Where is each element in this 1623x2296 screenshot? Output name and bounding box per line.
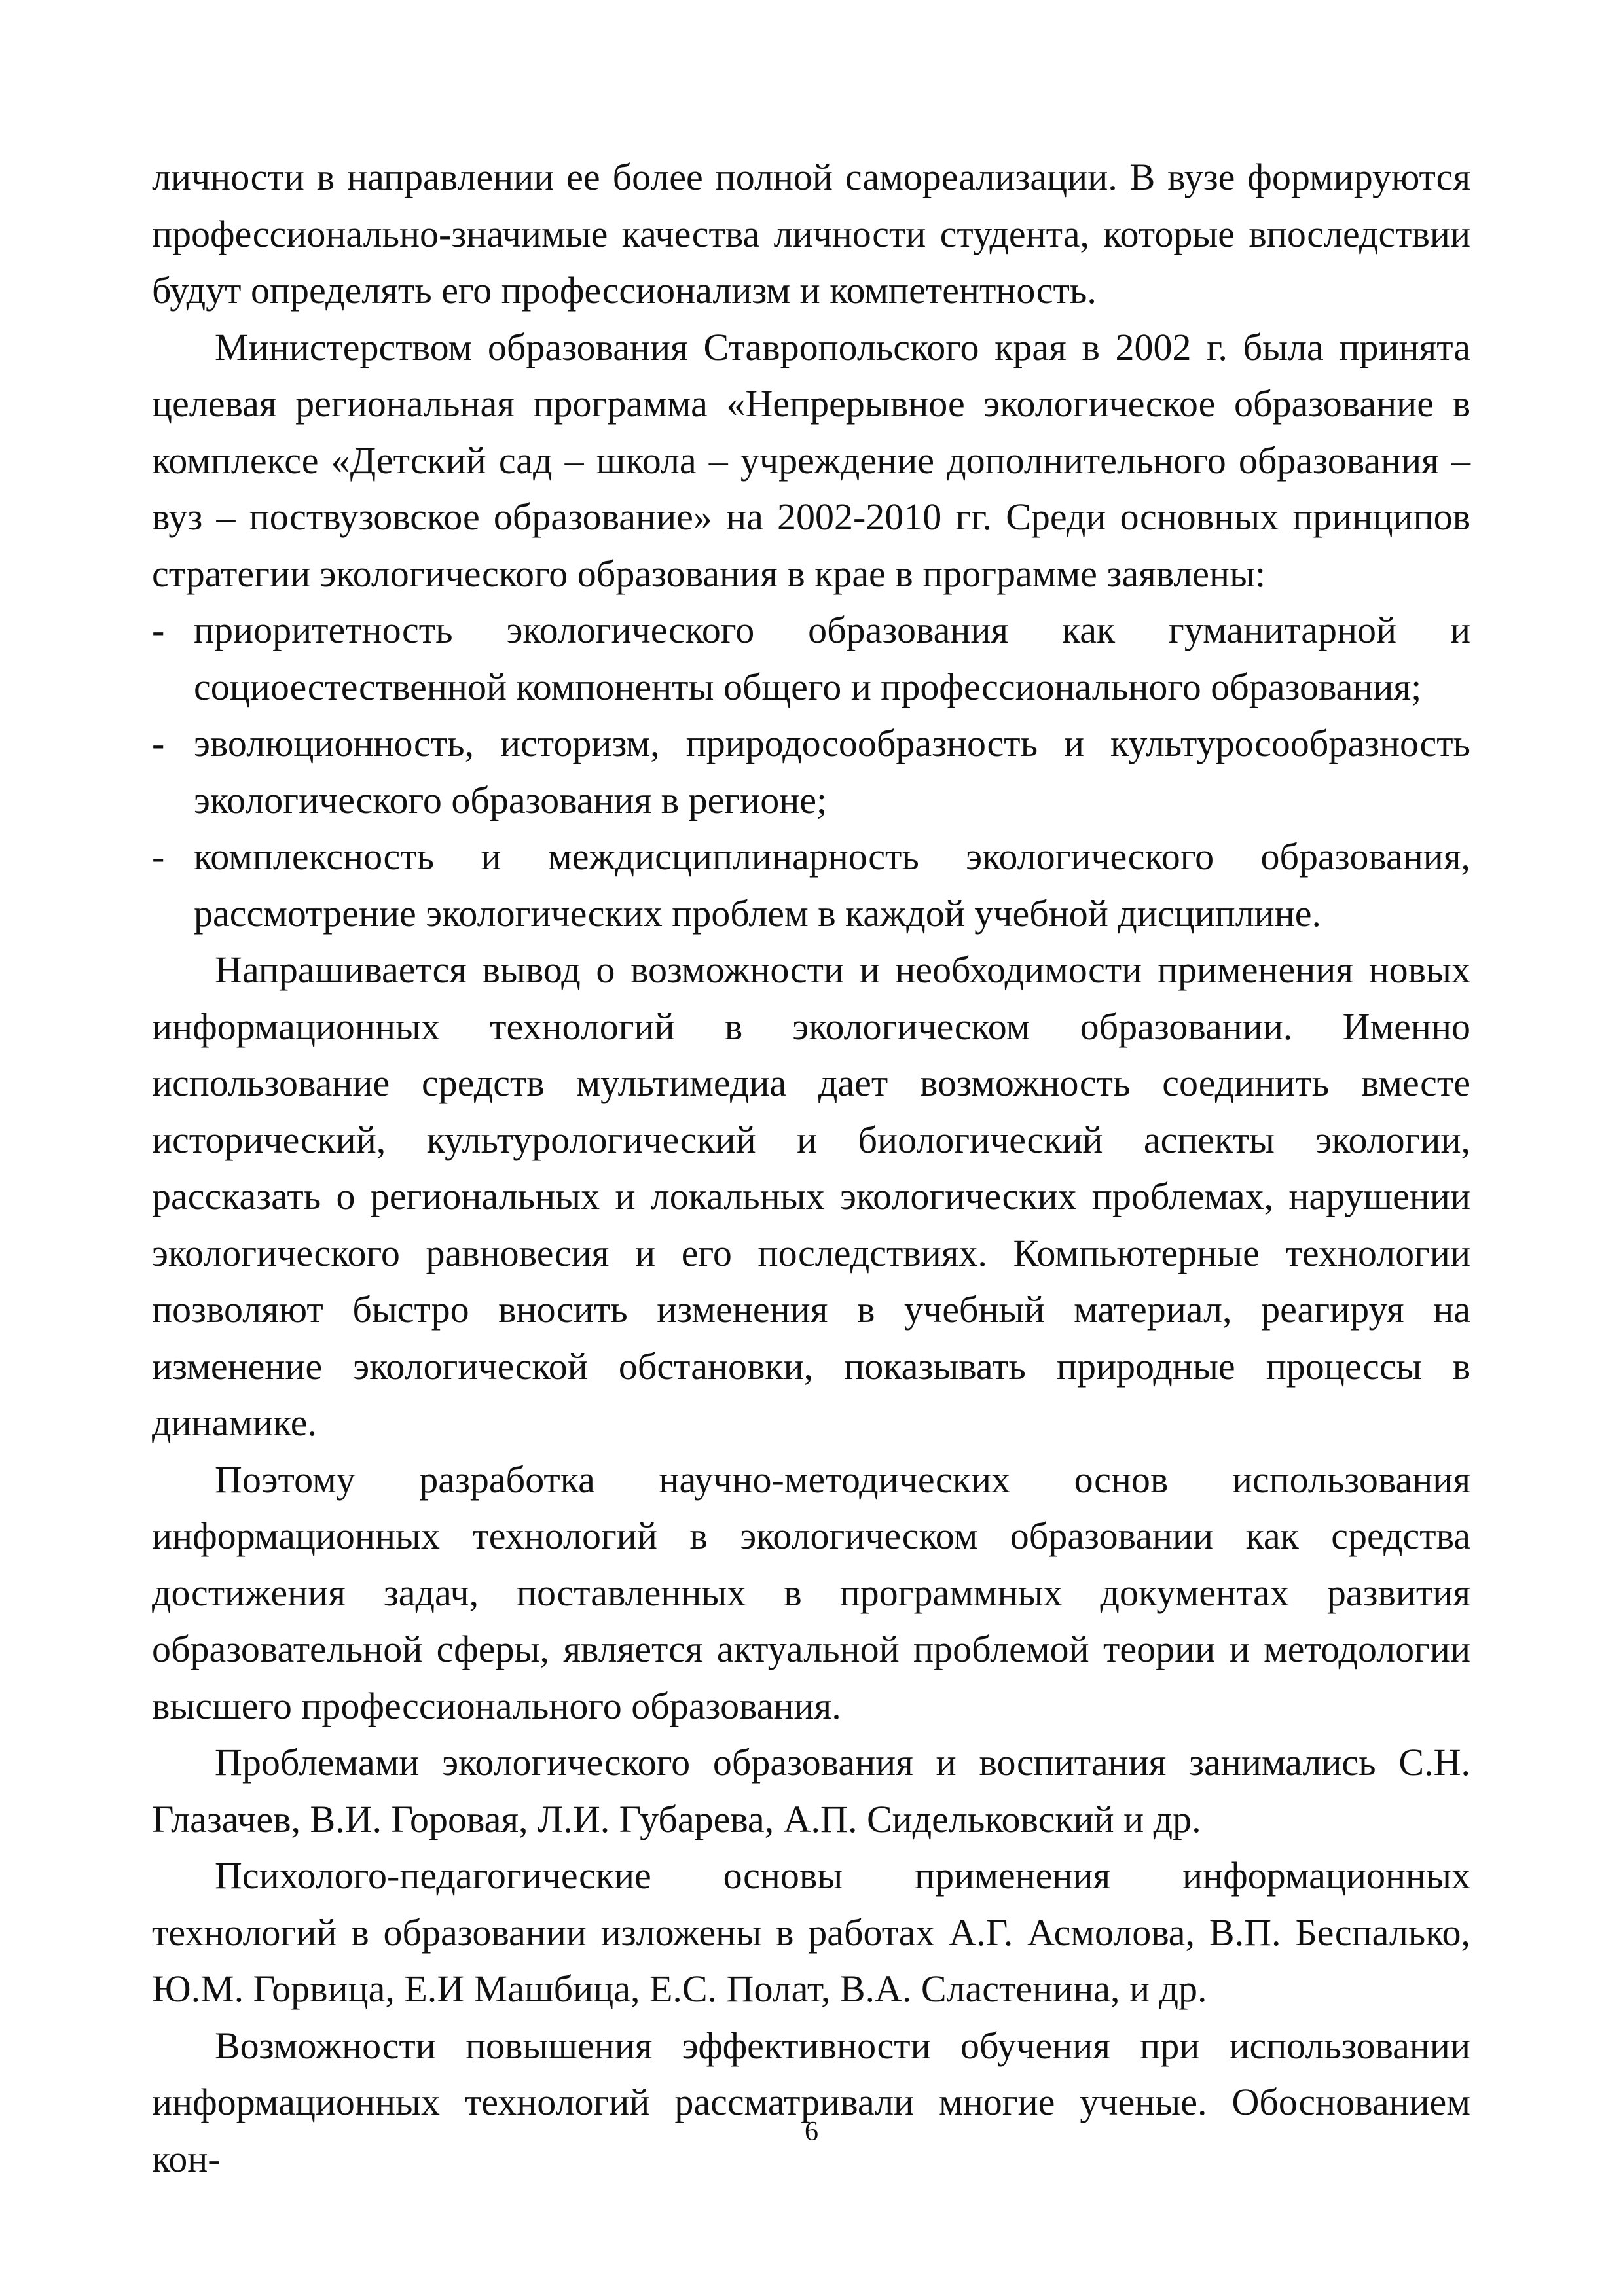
paragraph-efficiency: Возможности повышения эффективности обучения при использовании информационных технологий рассматривали многие ученые. Обоснованием кон- bbox=[152, 2024, 1470, 2180]
list-bullet: - bbox=[152, 609, 165, 651]
principles-list bbox=[152, 602, 1470, 942]
paragraph-program: Министерством образования Ставропольского края в 2002 г. была принята целевая региональная программа «Непрерывное экологическое образование в комплексе «Детский сад – школа – учреждение дополнительного образования – вуз – поствузовское образование» на 2002-2010 гг. Среди основных принципов стратегии экологического образования в крае в программе заявлены: bbox=[152, 325, 1470, 595]
page-body bbox=[152, 149, 1470, 2187]
paragraph-conclusion: Напрашивается вывод о возможности и необходимости применения новых информационных технологий в экологическом образовании. Именно использование средств мультимедиа дает возможность соединить вместе исторический, культурологический и биологический аспекты экологии, рассказать о региональных и локальных экологических проблемах, нарушении экологического равновесия и его последствиях. Компьютерные технологии позволяют быстро вносить изменения в учебный материал, реагируя на изменение экологической обстановки, показывать природные процессы в динамике. bbox=[152, 948, 1470, 1444]
list-item bbox=[152, 829, 1470, 942]
paragraph-ecology-researchers: Проблемами экологического образования и воспитания занимались С.Н. Глазачев, В.И. Горовая, Л.И. Губарева, А.П. Сидельковский и др. bbox=[152, 1741, 1470, 1840]
page-number: 6 bbox=[805, 2117, 818, 2147]
list-bullet: - bbox=[152, 835, 165, 878]
list-item-text: комплексность и междисциплинарность экологического образования, рассмотрение экологических проблем в каждой учебной дисциплине. bbox=[194, 835, 1470, 935]
list-item-text: эволюционность, историзм, природосообразность и культуросообразность экологического образования в регионе; bbox=[194, 722, 1470, 821]
paragraph-relevance: Поэтому разработка научно-методических основ использования информационных технологий в экологическом образовании как средства достижения задач, поставленных в программных документах развития образовательной сферы, является актуальной проблемой теории и методологии высшего профессионального образования. bbox=[152, 1458, 1470, 1727]
list-item-text: приоритетность экологического образования как гуманитарной и социоестественной компоненты общего и профессионального образования; bbox=[194, 609, 1470, 708]
paragraph-continuation: личности в направлении ее более полной самореализации. В вузе формируются профессионально-значимые качества личности студента, которые впоследствии будут определять его профессионализм и компетентность. bbox=[152, 156, 1470, 312]
list-bullet: - bbox=[152, 722, 165, 764]
paragraph-psychology-researchers: Психолого-педагогические основы применения информационных технологий в образовании изложены в работах А.Г. Асмолова, В.П. Беспалько, Ю.М. Горвица, Е.И Машбица, Е.С. Полат, В.А. Сластенина, и др. bbox=[152, 1854, 1470, 2010]
list-item bbox=[152, 715, 1470, 829]
list-item bbox=[152, 602, 1470, 715]
